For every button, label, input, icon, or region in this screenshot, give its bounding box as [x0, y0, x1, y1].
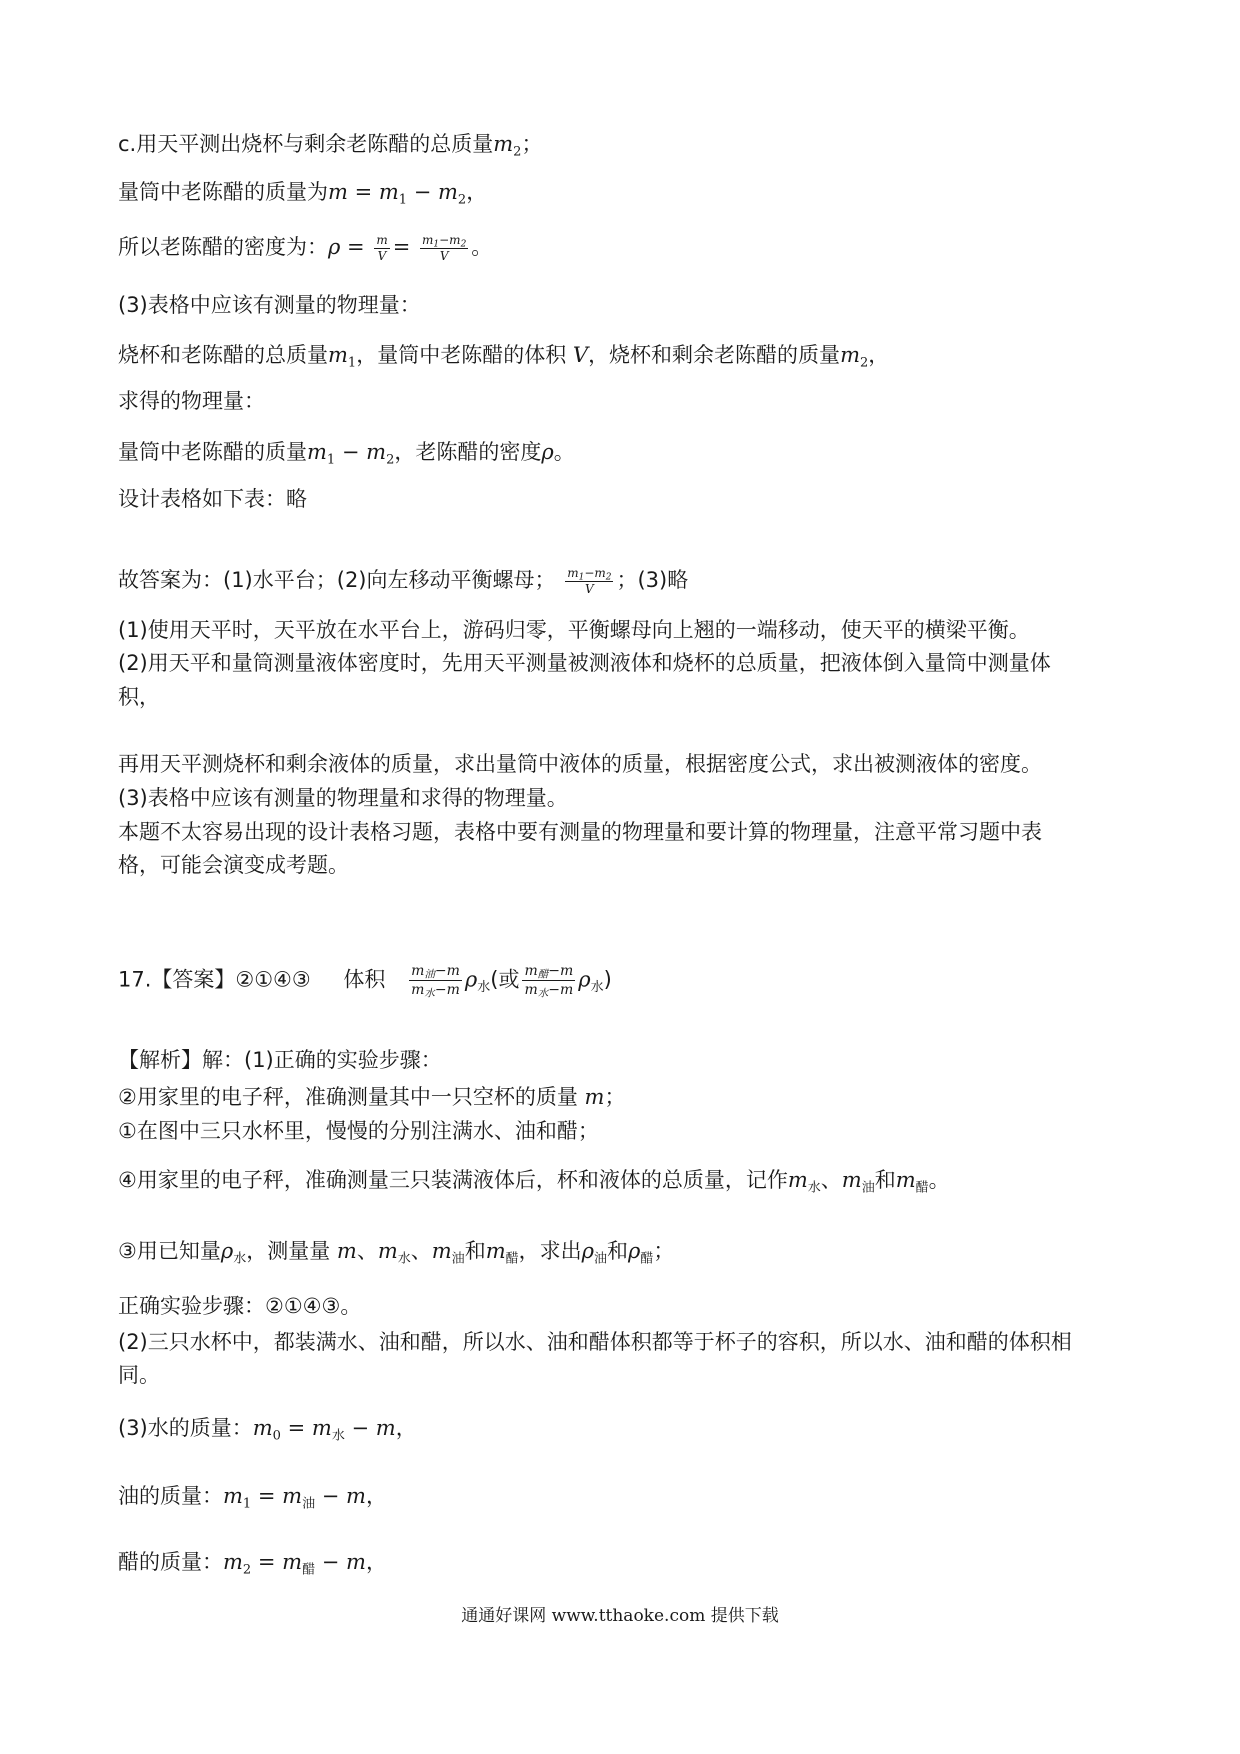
step-marker: ④ — [118, 1168, 137, 1192]
math: −m — [434, 982, 460, 998]
subscript: 2 — [460, 238, 467, 249]
subscript: 水 — [537, 987, 549, 1000]
text-line: 设计表格如下表：略 — [118, 487, 307, 511]
text-line — [118, 1413, 417, 1443]
denominator — [409, 981, 462, 999]
text-line — [118, 340, 889, 370]
footer-site-name: 通通好课网 — [461, 1606, 547, 1626]
math: m — [431, 1239, 452, 1263]
text-line — [118, 565, 688, 597]
math: m — [422, 232, 434, 247]
math: m = m — [328, 180, 399, 204]
math: m — [307, 440, 327, 464]
text-line: 格，可能会演变成考题。 — [118, 853, 349, 877]
numerator — [522, 962, 575, 981]
fraction — [565, 566, 613, 597]
text-line: 【解析】解：(1)正确的实验步骤： — [118, 1048, 442, 1072]
text: ，烧杯和剩余老陈醋的质量 — [588, 343, 841, 367]
math: ρ — [541, 440, 554, 464]
numerator — [409, 962, 462, 981]
text: 用家里的电子秤，准确测量其中一只空杯的质量 — [136, 1085, 585, 1109]
subscript: 醋 — [915, 1180, 929, 1196]
text-line — [118, 437, 575, 467]
subscript: 水 — [233, 1251, 247, 1267]
subscript: 油 — [861, 1180, 875, 1196]
math: ρ — [464, 967, 478, 992]
math: m — [524, 963, 538, 979]
text: ；(3)略 — [616, 568, 689, 592]
math: ρ = — [328, 235, 365, 259]
text: ，测量量 — [246, 1239, 337, 1263]
subscript: 2 — [859, 355, 869, 371]
text: 和 — [607, 1239, 628, 1263]
math: m — [336, 1239, 357, 1263]
text: 用已知量 — [136, 1239, 221, 1263]
text-line: (1)使用天平时，天平放在水平台上，游码归零，平衡螺母向上翘的一端移动，使天平的横梁平衡。 — [118, 618, 1030, 642]
math: m — [567, 565, 579, 580]
step-order: ②①④③ — [265, 1294, 341, 1318]
text-line — [118, 129, 542, 159]
subscript: 1 — [398, 192, 408, 208]
math: − m — [315, 1550, 366, 1574]
math: − m — [407, 180, 458, 204]
text-line — [118, 1481, 387, 1511]
math: −m — [548, 982, 574, 998]
math: ρ — [628, 1239, 641, 1263]
fraction — [522, 962, 575, 999]
text: ， — [868, 343, 890, 367]
math: m — [787, 1168, 808, 1192]
text-line — [118, 1547, 387, 1577]
math: − m — [344, 1416, 396, 1440]
text: 、 — [410, 1239, 432, 1263]
subscript: 1 — [242, 1496, 252, 1512]
text-line — [118, 232, 492, 264]
subscript: 醋 — [640, 1251, 654, 1267]
text-line — [118, 1165, 950, 1195]
text: (或 — [490, 967, 520, 992]
numerator — [420, 233, 468, 249]
math: m — [895, 1168, 916, 1192]
text-line — [118, 1116, 599, 1146]
footer-suffix: 提供下载 — [710, 1606, 779, 1626]
math: m — [584, 1085, 605, 1109]
numerator: m — [376, 232, 388, 247]
text-line: 积， — [118, 685, 160, 709]
answer-line — [118, 962, 612, 999]
math: −m — [434, 963, 460, 979]
math: = — [392, 235, 411, 259]
denominator — [522, 981, 575, 999]
math: = m — [251, 1484, 303, 1508]
text: 。 — [340, 1294, 362, 1318]
text: 。 — [928, 1168, 950, 1192]
subscript: 油 — [593, 1251, 607, 1267]
text: ， — [365, 1550, 387, 1574]
text-line: 求得的物理量： — [118, 389, 265, 413]
text: 、 — [356, 1239, 378, 1263]
math: ρ — [220, 1239, 234, 1263]
text: 。 — [553, 440, 575, 464]
text: 和 — [874, 1168, 896, 1192]
math: − m — [315, 1484, 366, 1508]
math: −m — [439, 232, 461, 247]
text: ， — [365, 1484, 387, 1508]
math: − m — [335, 440, 387, 464]
text: ， — [466, 180, 488, 204]
fraction — [409, 962, 462, 999]
math: m — [841, 1168, 862, 1192]
text-line — [118, 177, 487, 207]
subscript: 醋 — [537, 968, 549, 981]
math: m — [840, 343, 860, 367]
text: ，量筒中老陈醋的体积 — [356, 343, 573, 367]
math: m — [485, 1239, 506, 1263]
math: m — [524, 982, 538, 998]
subscript: 1 — [433, 238, 440, 249]
denominator: V — [377, 248, 387, 263]
math: m — [493, 132, 514, 156]
text: 油的质量： — [118, 1484, 223, 1508]
subscript: 醋 — [505, 1251, 519, 1267]
subscript: 2 — [513, 144, 522, 160]
text: 醋的质量： — [118, 1550, 223, 1574]
subscript: 2 — [605, 571, 612, 582]
math: −m — [584, 565, 606, 580]
text: 所以老陈醋的密度为： — [118, 235, 328, 259]
subscript: 水 — [424, 987, 435, 1000]
footer-url[interactable]: www.tthaoke.com — [551, 1606, 706, 1626]
text: ) — [603, 967, 612, 992]
subscript: 水 — [397, 1251, 411, 1267]
answer-volume: 体积 — [343, 967, 386, 992]
math: m — [223, 1484, 243, 1508]
text: ； — [653, 1239, 675, 1263]
subscript: 1 — [578, 571, 585, 582]
text-line — [118, 1082, 625, 1112]
text: ，求出 — [518, 1239, 582, 1263]
text: c.用天平测出烧杯与剩余老陈醋的总质量 — [118, 132, 494, 156]
math: m — [377, 1239, 398, 1263]
text: 用家里的电子秤，准确测量三只装满液体后，杯和液体的总质量，记作 — [136, 1168, 788, 1192]
math: m — [223, 1550, 243, 1574]
math: = m — [280, 1416, 332, 1440]
text: ，老陈醋的密度 — [394, 440, 542, 464]
subscript: 1 — [326, 452, 336, 468]
math: V — [572, 343, 589, 367]
step-order: ②①④③ — [235, 967, 311, 992]
text: 在图中三只水杯里，慢慢的分别注满水、油和醋； — [136, 1119, 599, 1143]
subscript: 油 — [302, 1496, 316, 1512]
text-line — [118, 1236, 674, 1266]
page-footer — [0, 1601, 1240, 1626]
subscript: 水 — [331, 1428, 345, 1444]
text-line: (2)三只水杯中，都装满水、油和醋，所以水、油和醋体积都等于杯子的容积，所以水、油和醋的体积相 — [118, 1330, 1072, 1354]
math: m — [411, 982, 425, 998]
subscript: 2 — [457, 192, 467, 208]
math: m — [411, 963, 425, 979]
subscript: 醋 — [302, 1562, 316, 1578]
text: ； — [521, 132, 543, 156]
math: = m — [251, 1550, 303, 1574]
step-marker: ③ — [118, 1239, 137, 1263]
text-line — [118, 1291, 361, 1321]
text: ， — [395, 1416, 417, 1440]
text: 量筒中老陈醋的质量为 — [118, 180, 328, 204]
subscript: 2 — [386, 452, 395, 468]
subscript: 0 — [272, 1428, 281, 1444]
denominator: V — [585, 581, 594, 596]
subscript: 水 — [477, 980, 491, 996]
math: −m — [548, 963, 574, 979]
text: ； — [604, 1085, 626, 1109]
text: 故答案为：(1)水平台；(2)向左移动平衡螺母； — [118, 568, 556, 592]
text-line: 本题不太容易出现的设计表格习题，表格中要有测量的物理量和要计算的物理量，注意平常习题中表 — [118, 820, 1042, 844]
subscript: 油 — [451, 1251, 465, 1267]
text-line: (3)表格中应该有测量的物理量和求得的物理量。 — [118, 786, 568, 810]
subscript: 水 — [590, 980, 604, 996]
text: 量筒中老陈醋的质量 — [118, 440, 307, 464]
fraction — [420, 233, 468, 264]
question-number: 17.【答案】 — [118, 967, 236, 992]
math: m — [328, 343, 348, 367]
subscript: 水 — [807, 1180, 821, 1196]
denominator: V — [439, 248, 449, 263]
text-line: (3)表格中应该有测量的物理量： — [118, 293, 421, 317]
text: 正确实验步骤： — [118, 1294, 265, 1318]
step-marker: ② — [118, 1085, 137, 1109]
subscript: 1 — [347, 355, 357, 371]
subscript: 油 — [424, 968, 435, 981]
text-line: (2)用天平和量筒测量液体密度时，先用天平测量被测液体和烧杯的总质量，把液体倒入量筒中测量体 — [118, 651, 1051, 675]
text: 、 — [820, 1168, 842, 1192]
math: ρ — [581, 1239, 594, 1263]
subscript: 2 — [242, 1562, 252, 1578]
text-line: 同。 — [118, 1363, 160, 1387]
text: 烧杯和老陈醋的总质量 — [118, 343, 328, 367]
text: (3)水的质量： — [118, 1416, 253, 1440]
numerator — [565, 566, 613, 582]
fraction — [374, 233, 389, 264]
text-line: 再用天平测烧杯和剩余液体的质量，求出量筒中液体的质量，根据密度公式，求出被测液体的密度。 — [118, 752, 1042, 776]
text: 。 — [471, 235, 493, 259]
text: 和 — [464, 1239, 486, 1263]
math: ρ — [578, 967, 591, 992]
math: m — [252, 1416, 273, 1440]
step-marker: ① — [118, 1119, 137, 1143]
